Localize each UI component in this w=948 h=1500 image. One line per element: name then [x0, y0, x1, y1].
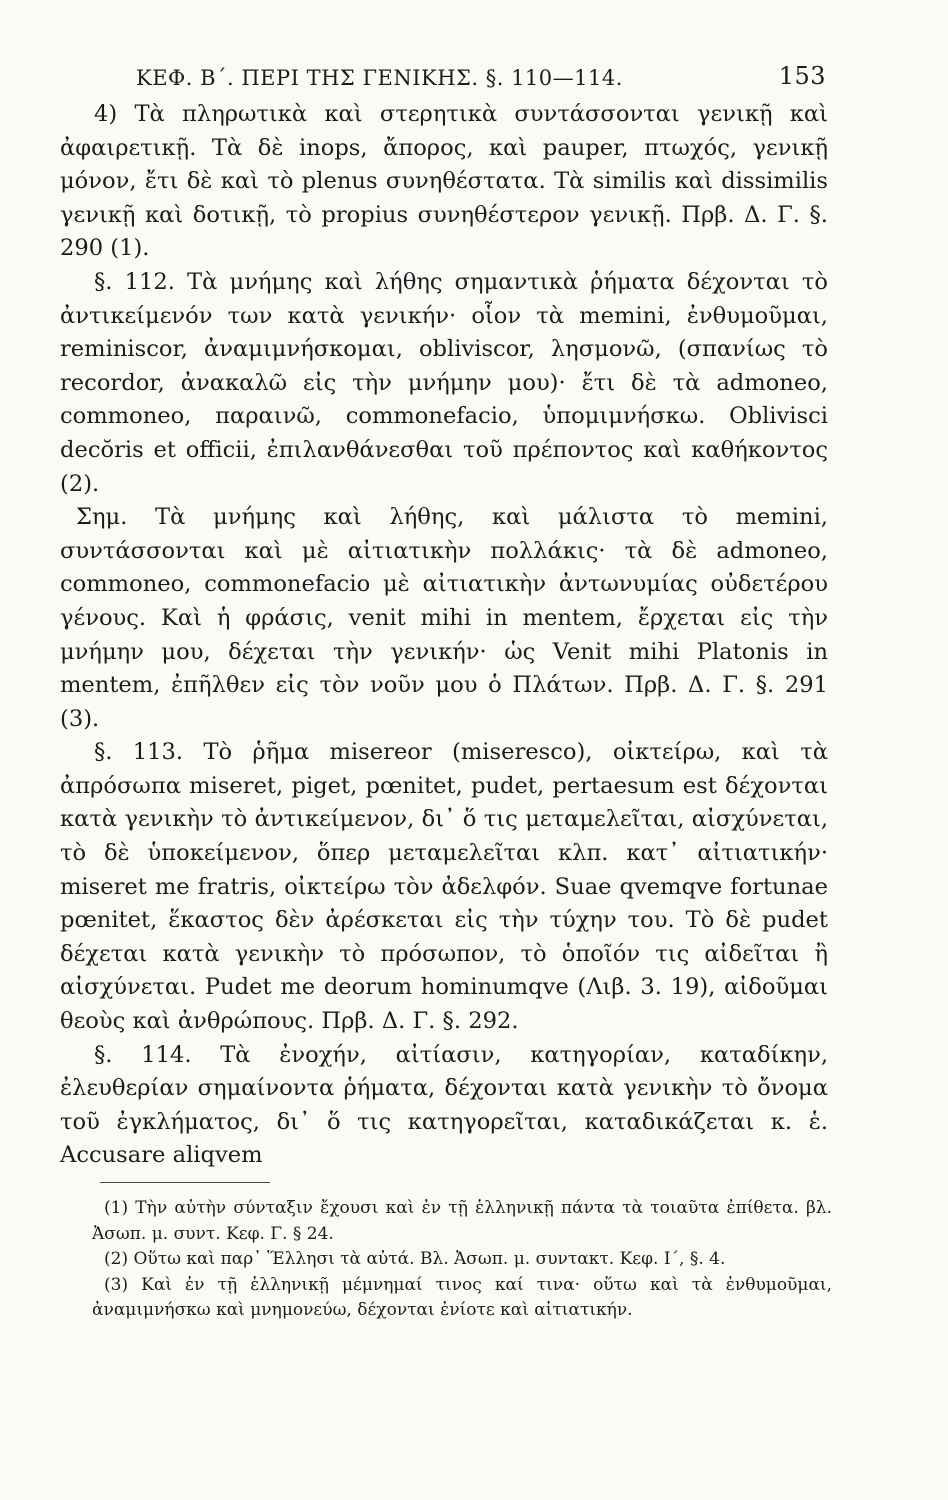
page-header: [136, 62, 826, 98]
footnote-divider: [100, 1182, 270, 1183]
running-head: ΚΕΦ. Β΄. ΠΕΡΙ ΤΗΣ ΓΕΝΙΚΗΣ. §. 110—114.: [136, 66, 623, 90]
paragraph-section-114: §. 114. Τὰ ἐνοχήν, αἰτίασιν, κατηγορίαν, καταδίκην, ἐλευθερίαν σημαίνοντα ῥήματα, δέχονται κατὰ γενικὴν τὸ ὄνομα τοῦ ἐγκλήματος, δι᾿ ὅ τις κατηγορεῖται, καταδικάζεται κ. ἑ. Accusare aliqvem: [60, 1041, 828, 1169]
paragraph-section-112: §. 112. Τὰ μνήμης καὶ λήθης σημαντικὰ ῥήματα δέχονται τὸ ἀντικείμενόν των κατὰ γενικήν· οἷον τὰ memini, ἐνθυμοῦμαι, reminiscor, ἀναμιμνήσκομαι, obliviscor, λησμονῶ, (σπανίως τὸ recordor, ἀνακαλῶ εἰς τὴν μνήμην μου)· ἔτι δὲ τὰ admoneo, commoneo, παραινῶ, commonefacio, ὑπομιμνήσκω. Oblivisci decŏris et officii, ἐπιλανθάνεσθαι τοῦ πρέποντος καὶ καθήκοντος (2).: [60, 268, 828, 497]
footnote-1: (1) Τὴν αὐτὴν σύνταξιν ἔχουσι καὶ ἐν τῇ ἑλληνικῇ πάντα τὰ τοιαῦτα ἐπίθετα. βλ. Ἀσωπ. μ. συντ. Κεφ. Γ. § 24.: [92, 1198, 832, 1244]
paragraph-rule-4: 4) Τὰ πληρωτικὰ καὶ στερητικὰ συντάσσονται γενικῇ καὶ ἀφαιρετικῇ. Τὰ δὲ inops, ἄπορος, καὶ pauper, πτωχός, γενικῇ μόνον, ἔτι δὲ καὶ τὸ plenus συνηθέστατα. Τὰ similis καὶ dissimilis γενικῇ καὶ δοτικῇ, τὸ propius συνηθέστερον γενικῇ. Πρβ. Δ. Γ. §. 290 (1).: [60, 101, 828, 262]
paragraph-section-113: §. 113. Τὸ ῥῆμα misereor (miseresco), οἰκτείρω, καὶ τὰ ἀπρόσωπα miseret, piget, pœnitet, pudet, pertaesum est δέχονται κατὰ γενικὴν τὸ ἀντικείμενον, δι᾿ ὅ τις μεταμελεῖται, αἰσχύνεται, τὸ δὲ ὑποκείμενον, ὅπερ μεταμελεῖται κλπ. κατ᾿ αἰτιατικήν· miseret me fratris, οἰκτείρω τὸν ἀδελφόν. Suae qvemqve fortunae pœnitet, ἕκαστος δὲν ἀρέσκεται εἰς τὴν τύχην του. Τὸ δὲ pudet δέχεται κατὰ γενικὴν τὸ πρόσωπον, τὸ ὁποῖόν τις αἰδεῖται ἢ αἰσχύνεται. Pudet me deorum hominumqve (Λιβ. 3. 19), αἰδοῦμαι θεοὺς καὶ ἀνθρώπους. Πρβ. Δ. Γ. §. 292.: [60, 739, 828, 1035]
footnote-2: (2) Οὕτω καὶ παρ᾿ Ἕλλησι τὰ αὐτά. Βλ. Ἀσωπ. μ. συντακτ. Κεφ. Ι΄, §. 4.: [104, 1249, 726, 1269]
paragraph-note: Σημ. Τὰ μνήμης καὶ λήθης, καὶ μάλιστα τὸ memini, συντάσσονται καὶ μὲ αἰτιατικὴν πολλάκις· τὰ δὲ admoneo, commoneo, commonefacio μὲ αἰτιατικὴν ἀντωνυμίας οὐδετέρου γένους. Καὶ ἡ φράσις, venit mihi in mentem, ἔρχεται εἰς τὴν μνήμην μου, δέχεται τὴν γενικήν· ὡς Venit mihi Platonis in mentem, ἐπῆλθεν εἰς τὸν νοῦν μου ὁ Πλάτων. Πρβ. Δ. Γ. §. 291 (3).: [60, 504, 828, 732]
main-text: [60, 98, 828, 1173]
footnote-3: (3) Καὶ ἐν τῇ ἑλληνικῇ μέμνημαί τινος καί τινα· οὕτω καὶ τὰ ἐνθυμοῦμαι, ἀναμιμνήσκω καὶ μνημονεύω, δέχονται ἐνίοτε καὶ αἰτιατικήν.: [92, 1274, 832, 1320]
footnotes: [92, 1196, 832, 1324]
page-number: 153: [778, 62, 826, 90]
